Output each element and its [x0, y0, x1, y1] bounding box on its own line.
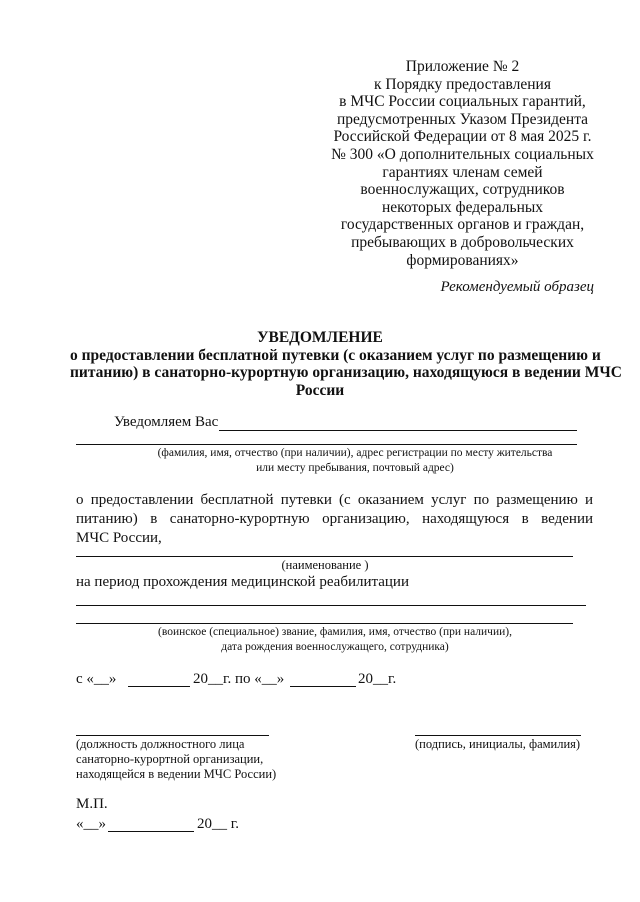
appendix-line: Российской Федерации от 8 мая 2025 г.	[333, 128, 592, 146]
date-to-year: 20__г.	[358, 671, 397, 687]
appendix-line: № 300 «О дополнительных социальных	[331, 145, 594, 163]
caption-line: (воинское (специальное) звание, фамилия, имя, отчество (при наличии),	[158, 626, 512, 638]
body-line: МЧС России,	[76, 530, 162, 546]
caption-line: санаторно-курортной организации,	[76, 752, 264, 766]
caption-line: дата рождения военнослужащего, сотрудника)	[221, 641, 449, 653]
date-from-month-line[interactable]	[128, 686, 190, 687]
signature-caption: (подпись, инициалы, фамилия)	[415, 737, 581, 751]
serviceman-caption	[110, 625, 560, 655]
appendix-line: пребывающих в добровольческих	[351, 233, 574, 251]
bottom-date-year: 20__ г.	[197, 816, 239, 832]
caption-line: (фамилия, имя, отчество (при наличии), адрес регистрации по месту жительства	[157, 447, 553, 459]
caption-line: или месту пребывания, почтовый адрес)	[256, 462, 454, 474]
recommended-sample-label: Рекомендуемый образец	[440, 279, 594, 295]
recipient-field-line-2[interactable]	[76, 444, 577, 445]
stamp-label: М.П.	[76, 796, 108, 812]
caption-line: (должность должностного лица	[76, 737, 245, 751]
body-line: питанию) в санаторно-курортную организацию, находящуюся в ведении	[76, 511, 593, 527]
appendix-line: государственных органов и граждан,	[340, 216, 585, 234]
appendix-line: к Порядку предоставления	[374, 75, 551, 93]
date-from-year: 20__г. по «__»	[193, 671, 285, 687]
title-sub-line: питанию) в санаторно-курортную организацию, находящуюся в ведении МЧС	[70, 364, 622, 381]
caption-line: находящейся в ведении МЧС России)	[76, 767, 277, 781]
appendix-line: гарантиях членам семей	[382, 163, 543, 181]
official-position-caption	[76, 737, 276, 782]
notify-label: Уведомляем Вас	[114, 414, 219, 430]
bottom-date-line[interactable]	[108, 831, 194, 832]
appendix-line: формированиях»	[406, 251, 519, 269]
appendix-line: предусмотренных Указом Президента	[336, 110, 589, 128]
recipient-caption	[130, 446, 580, 476]
bottom-date-prefix: «__»	[76, 816, 106, 832]
appendix-line: некоторых федеральных	[381, 198, 544, 216]
title-sub-line: России	[295, 381, 345, 399]
organization-name-line[interactable]	[76, 556, 573, 557]
date-to-month-line[interactable]	[290, 686, 356, 687]
organization-name-caption: (наименование )	[281, 558, 369, 572]
document-title	[70, 329, 622, 399]
period-text: на период прохождения медицинской реабилитации	[76, 574, 409, 590]
official-position-line[interactable]	[76, 735, 269, 736]
appendix-line: в МЧС России социальных гарантий,	[339, 93, 586, 111]
body-line: о предоставлении бесплатной путевки (с оказанием услуг по размещению и	[76, 492, 593, 508]
appendix-line: Приложение № 2	[405, 58, 520, 75]
serviceman-field-line[interactable]	[76, 623, 573, 624]
signature-line[interactable]	[415, 735, 581, 736]
title-main: УВЕДОМЛЕНИЕ	[257, 329, 383, 346]
appendix-header	[320, 58, 605, 269]
appendix-line: военнослужащих, сотрудников	[360, 181, 565, 199]
date-from-prefix: с «__»	[76, 671, 117, 687]
recipient-field-line[interactable]	[219, 430, 577, 431]
title-sub-line: о предоставлении бесплатной путевки (с оказанием услуг по размещению и	[70, 346, 601, 364]
period-field-line[interactable]	[76, 605, 586, 606]
notice-body	[76, 491, 593, 548]
